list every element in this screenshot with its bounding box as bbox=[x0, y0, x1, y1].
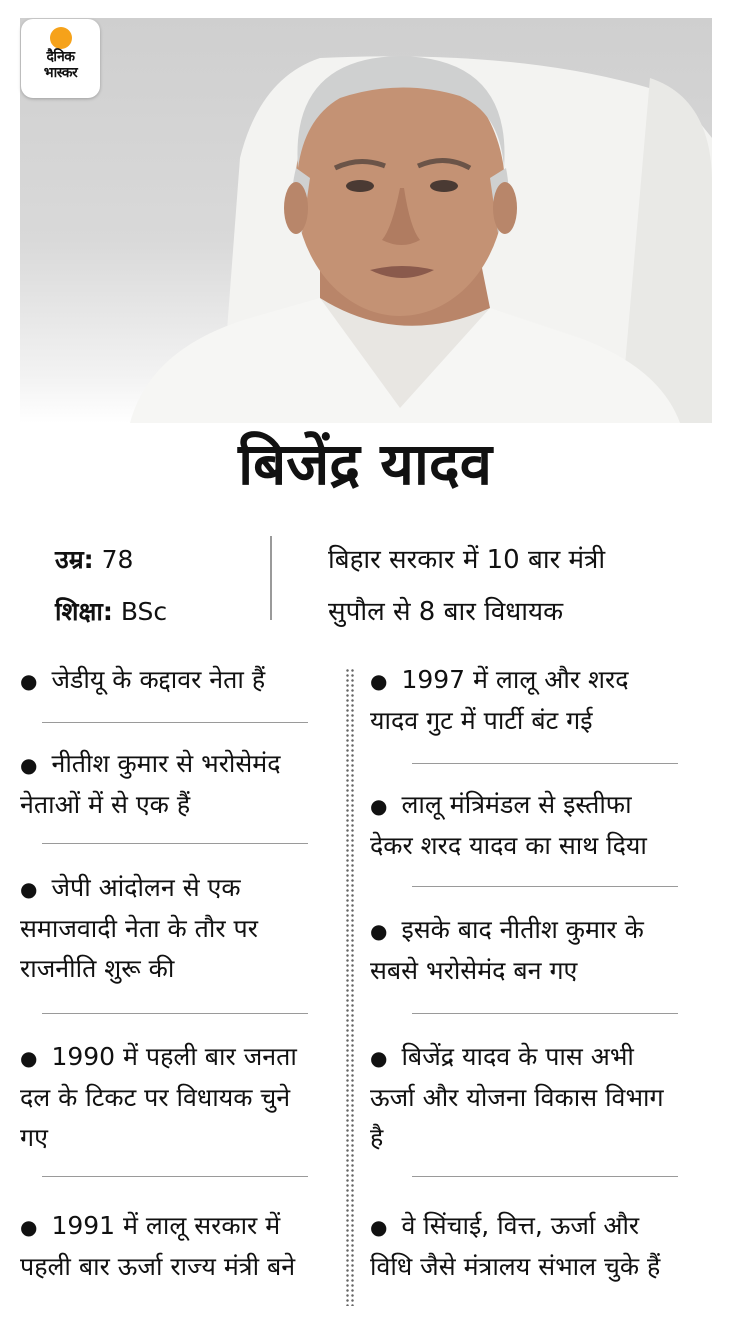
age-row bbox=[55, 534, 167, 586]
bullet-icon: ● bbox=[370, 919, 388, 943]
age-label: उम्र: bbox=[55, 545, 94, 574]
list-item: ● 1997 में लालू और शरद यादव गुट में पार्टी बंट गई bbox=[370, 665, 629, 735]
list-item: ● जेपी आंदोलन से एक समाजवादी नेता के तौर पर राजनीति शुरू की bbox=[20, 873, 258, 983]
bullet-icon: ● bbox=[20, 1215, 38, 1239]
bullet-icon: ● bbox=[370, 794, 388, 818]
list-item: ● 1990 में पहली बार जनता दल के टिकट पर विधायक चुने गए bbox=[20, 1042, 297, 1152]
separator bbox=[42, 843, 308, 844]
age-value: 78 bbox=[101, 545, 134, 574]
dainik-bhaskar-logo bbox=[21, 19, 100, 98]
fact-mla: सुपौल से 8 बार विधायक bbox=[328, 597, 564, 627]
person-name-title: बिजेंद्र यादव bbox=[238, 430, 492, 498]
logo-line-1: दैनिक bbox=[46, 49, 75, 65]
bullet-icon: ● bbox=[370, 1215, 388, 1239]
bullet-icon: ● bbox=[20, 753, 38, 777]
fact-minister: बिहार सरकार में 10 बार मंत्री bbox=[328, 545, 606, 575]
sun-icon bbox=[50, 27, 72, 49]
separator bbox=[42, 722, 308, 723]
portrait-illustration bbox=[20, 18, 712, 423]
separator bbox=[412, 763, 678, 764]
career-summary bbox=[328, 534, 605, 638]
info-divider bbox=[270, 536, 272, 620]
personal-info bbox=[55, 534, 167, 638]
list-item: ● इसके बाद नीतीश कुमार के सबसे भरोसेमंद बन गए bbox=[370, 915, 644, 985]
education-value: BSc bbox=[120, 597, 168, 626]
bullet-icon: ● bbox=[370, 669, 388, 693]
education-label: शिक्षा: bbox=[55, 597, 113, 626]
separator bbox=[412, 1013, 678, 1014]
list-item: ● 1991 में लालू सरकार में पहली बार ऊर्जा राज्य मंत्री बने bbox=[20, 1211, 296, 1281]
separator bbox=[412, 1176, 678, 1177]
separator bbox=[42, 1176, 308, 1177]
bullet-icon: ● bbox=[20, 669, 38, 693]
list-item: ● बिजेंद्र यादव के पास अभी ऊर्जा और योजना विकास विभाग है bbox=[370, 1042, 664, 1152]
list-item: ● लालू मंत्रिमंडल से इस्तीफा देकर शरद यादव का साथ दिया bbox=[370, 790, 647, 860]
bullet-icon: ● bbox=[20, 877, 38, 901]
separator bbox=[42, 1013, 308, 1014]
bullet-icon: ● bbox=[20, 1046, 38, 1070]
logo-line-2: भास्कर bbox=[43, 65, 78, 81]
education-row bbox=[55, 586, 167, 638]
bullet-icon: ● bbox=[370, 1046, 388, 1070]
list-item: ● नीतीश कुमार से भरोसेमंद नेताओं में से एक हैं bbox=[20, 749, 281, 819]
list-item: ● वे सिंचाई, वित्त, ऊर्जा और विधि जैसे मंत्रालय संभाल चुके हैं bbox=[370, 1211, 661, 1281]
list-item: ● जेडीयू के कद्दावर नेता हैं bbox=[20, 665, 266, 694]
portrait-photo bbox=[20, 18, 712, 423]
separator bbox=[412, 886, 678, 887]
